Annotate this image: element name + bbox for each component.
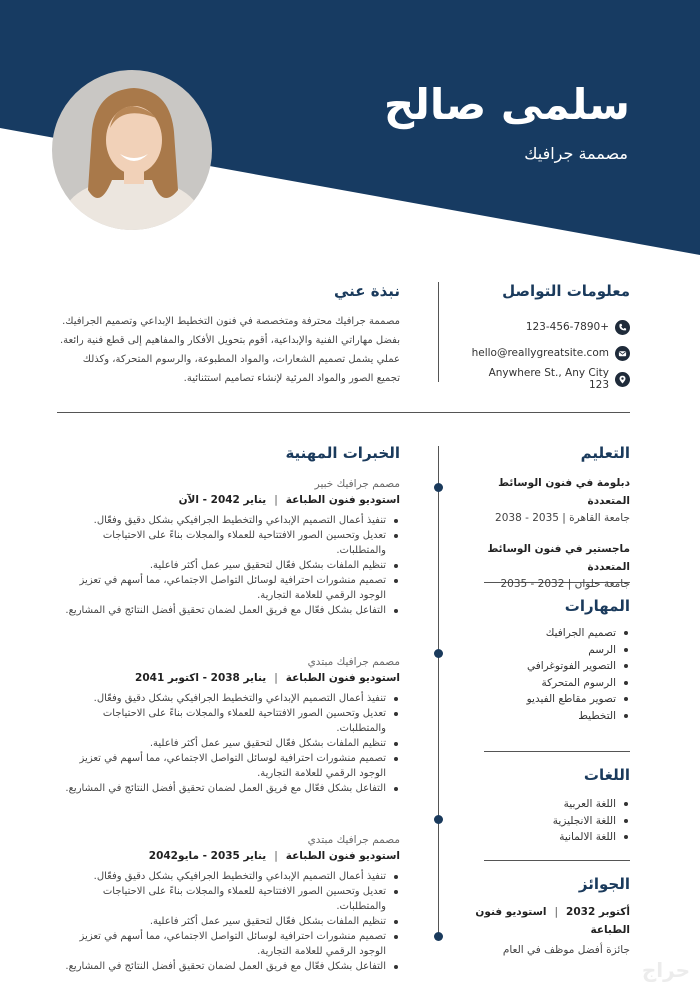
award-desc: جائزة أفضل موظف في العام [502,944,630,956]
language-item: اللغة الالمانية [458,829,630,846]
skills-title: المهارات [564,597,630,615]
job-entry [58,476,400,642]
job-bullet: تنظيم الملفات بشكل فعّال لتحقيق سير عمل أكثر فاعلية. [58,914,400,929]
job-bullet: تعديل وتحسين الصور الافتتاحية للعملاء والمجلات بناءً على الاحتياجات والمتطلبات. [58,706,400,736]
job-bullets [58,691,400,796]
about-text: مصممة جرافيك محترفة ومتخصصة في فنون التخطيط الإبداعي وتصميم الجرافيك. بفضل مهاراتي الفنية والإبداعية، أقوم بتحويل الأفكار والمفاهيم إلى قطع فنية رائعة. عملي يشمل تصميم الشعارات، والمواد المطبوعة، والرسوم المتحركة، وكذلك تجميع الصور والمواد المرئية لإنشاء تصاميم استثنائية. [59,316,400,384]
contact-address-row [470,366,630,392]
timeline-line [438,446,439,940]
job-bullet: تصميم منشورات احترافية لوسائل التواصل الاجتماعي، مما أسهم في تعزيز الوجود الرقمي للعلامة التجارية. [58,751,400,781]
watermark-text: حراج [641,958,690,982]
watermark-logo [578,955,696,985]
contact-email[interactable]: hello@reallygreatsite.com [471,347,609,359]
job-separator: | [274,850,278,862]
job-period: يناير 2035 - مايو2042 [148,850,267,862]
job-bullet: تعديل وتحسين الصور الافتتاحية للعملاء والمجلات بناءً على الاحتياجات والمتطلبات. [58,528,400,558]
job-bullet: تنفيذ أعمال التصميم الإبداعي والتخطيط الجرافيكي بشكل دقيق وفعّال. [58,869,400,884]
education-degree: ماجستير في فنون الوسائط المتعددة [487,543,630,573]
languages-title: اللغات [583,766,630,784]
profile-photo [52,70,212,230]
languages-list [458,796,630,846]
contact-email-row [470,340,630,366]
contact-phone-row [470,314,630,340]
language-item: اللغة الانجليزية [458,813,630,830]
contact-phone[interactable]: 123-456-7890+ [525,321,609,333]
job-bullet: تنفيذ أعمال التصميم الإبداعي والتخطيط الجرافيكي بشكل دقيق وفعّال. [58,513,400,528]
job-bullet: التفاعل بشكل فعّال مع فريق العمل لضمان تحقيق أفضل النتائج في المشاريع. [58,959,400,974]
skill-item: تصميم الجرافيك [458,625,630,642]
education-meta: جامعة حلوان | 2032 - 2035 [500,578,630,590]
experience-title: الخبرات المهنية [285,444,400,462]
timeline-dot [434,483,443,492]
job-entry [58,832,400,974]
education-item [458,474,630,526]
skill-item: تصوير مقاطع الفيديو [458,691,630,708]
education-title: التعليم [580,444,630,462]
job-bullet: تنفيذ أعمال التصميم الإبداعي والتخطيط الجرافيكي بشكل دقيق وفعّال. [58,691,400,706]
job-title: مصمم جرافيك خبير [314,478,400,490]
job-bullet: التفاعل بشكل فعّال مع فريق العمل لضمان تحقيق أفضل النتائج في المشاريع. [58,603,400,618]
experience-section [58,444,400,986]
skills-section [458,583,630,751]
award-date: أكتوبر 2032 [566,906,630,918]
contact-section [470,282,630,392]
award-separator: | [554,906,559,918]
education-degree: دبلومة في فنون الوسائط المتعددة [498,477,630,507]
job-bullets [58,513,400,618]
job-company: استوديو فنون الطباعة [285,494,400,506]
job-company-period [58,670,400,687]
job-company-period [58,848,400,865]
contact-address: Anywhere St., Any City 123 [488,367,609,391]
job-company: استوديو فنون الطباعة [285,672,400,684]
timeline-dot [434,649,443,658]
job-bullet: تصميم منشورات احترافية لوسائل التواصل الاجتماعي، مما أسهم في تعزيز الوجود الرقمي للعلامة التجارية. [58,573,400,603]
email-icon [615,346,630,361]
award-org: استوديو فنون الطباعة [475,906,630,936]
horizontal-divider [57,412,630,413]
skill-item: التصوير الفوتوغرافي [458,658,630,675]
job-period: يناير 2042 - الآن [178,494,267,506]
awards-section [458,861,630,958]
person-role: مصممة جرافيك [524,144,628,163]
job-title: مصمم جرافيك مبتدي [307,834,400,846]
education-section [458,444,630,590]
job-bullets [58,869,400,974]
location-icon [615,372,630,387]
job-company: استوديو فنون الطباعة [285,850,400,862]
job-title: مصمم جرافيك مبتدي [307,656,400,668]
top-divider-vertical [438,282,439,382]
language-item: اللغة العربية [458,796,630,813]
skills-list [458,625,630,724]
job-entry [58,654,400,820]
job-bullet: تنظيم الملفات بشكل فعّال لتحقيق سير عمل أكثر فاعلية. [58,736,400,751]
job-bullet: تنظيم الملفات بشكل فعّال لتحقيق سير عمل أكثر فاعلية. [58,558,400,573]
timeline-dot [434,815,443,824]
contact-title: معلومات التواصل [502,282,630,300]
job-separator: | [274,494,278,506]
awards-title: الجوائز [578,875,630,893]
sidebar-column [458,444,630,958]
job-period: يناير 2038 - اكتوبر 2041 [135,672,267,684]
skill-item: الرسم [458,642,630,659]
timeline-dot [434,932,443,941]
languages-section [458,752,630,860]
job-separator: | [274,672,278,684]
job-bullet: تعديل وتحسين الصور الافتتاحية للعملاء والمجلات بناءً على الاحتياجات والمتطلبات. [58,884,400,914]
skill-item: الرسوم المتحركة [458,675,630,692]
job-company-period [58,492,400,509]
about-section [60,282,400,388]
job-bullet: التفاعل بشكل فعّال مع فريق العمل لضمان تحقيق أفضل النتائج في المشاريع. [58,781,400,796]
education-meta: جامعة القاهرة | 2035 - 2038 [495,512,630,524]
phone-icon [615,320,630,335]
job-bullet: تصميم منشورات احترافية لوسائل التواصل الاجتماعي، مما أسهم في تعزيز الوجود الرقمي للعلامة التجارية. [58,929,400,959]
award-line [458,903,630,939]
person-name: سلمى صالح [383,80,630,129]
about-title: نبذة عني [333,282,400,300]
skill-item: التخطيط [458,708,630,725]
